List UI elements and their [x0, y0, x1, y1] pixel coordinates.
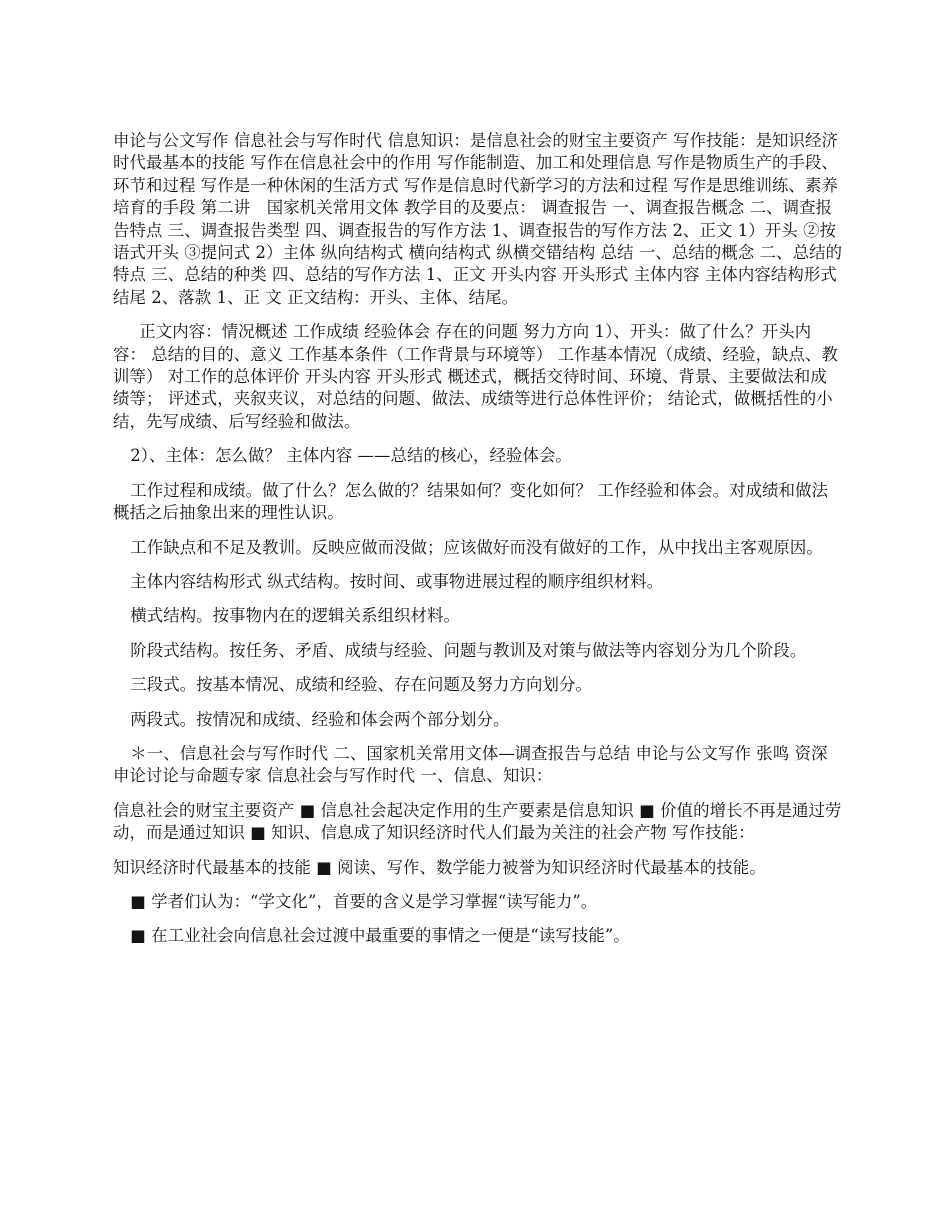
paragraph-scholars: ■ 学者们认为：“学文化”，首要的含义是学习掌握“读写能力”。: [130, 891, 598, 911]
paragraph-outline: ＊一、信息社会与写作时代 二、国家机关常用文体—调查报告与总结 申论与公文写作 张鸣 资深申论讨论与命题专家 信息社会与写作时代 一、信息、知识：: [113, 743, 828, 786]
paragraph-basic-skills: 知识经济时代最基本的技能 ■ 阅读、写作、数学能力被誉为知识经济时代最基本的技能。: [113, 857, 766, 877]
paragraph-horizontal-structure: 横式结构。按事物内在的逻辑关系组织材料。: [130, 606, 461, 626]
paragraph-body-content: 正文内容：情况概述 工作成绩 经验体会 存在的问题 努力方向 1）、开头：做了什么？开头内容： 总结的目的、意义 工作基本条件（工作背景与环境等） 工作基本情况（成绩、经验，缺点、教训等） 对工作的总体评价 开头内容 开头形式 概述式，概括交待时间、环境、背景、主要做法和成绩等； 评述式，夹叙夹议，对总结的问题、做法、成绩等进行总体性评价； 结论式，做概括性的小结，先写成绩、后写经验和做法。: [113, 322, 839, 431]
paragraph-main-body: 2）、主体：怎么做？ 主体内容 ——总结的核心，经验体会。: [130, 446, 572, 466]
paragraph-vertical-structure: 主体内容结构形式 纵式结构。按时间、或事物进展过程的顺序组织材料。: [130, 571, 664, 591]
paragraph-info-society: 信息社会的财宝主要资产 ■ 信息社会起决定作用的生产要素是信息知识 ■ 价值的增长不再是通过劳动，而是通过知识 ■ 知识、信息成了知识经济时代人们最为关注的社会产物 写作技能：: [113, 800, 842, 843]
paragraph-work-process: 工作过程和成绩。做了什么？怎么做的？结果如何？变化如何？ 工作经验和体会。对成绩和做法概括之后抽象出来的理性认识。: [113, 480, 829, 523]
paragraph-three-part: 三段式。按基本情况、成绩和经验、存在问题及努力方向划分。: [130, 675, 592, 695]
paragraph-stage-structure: 阶段式结构。按任务、矛盾、成绩与经验、问题与教训及对策与做法等内容划分为几个阶段。: [130, 640, 807, 660]
paragraph-shortcomings: 工作缺点和不足及教训。反映应做而没做；应该做好而没有做好的工作，从中找出主客观原因。: [130, 537, 823, 557]
paragraph-intro: 申论与公文写作 信息社会与写作时代 信息知识：是信息社会的财宝主要资产 写作技能：是知识经济时代最基本的技能 写作在信息社会中的作用 写作能制造、加工和处理信息 写作是物质生产的手段、环节和过程 写作是一种休闲的生活方式 写作是信息时代新学习的方法和过程 写作是思维训练、素养培育的手段 第二讲 国家机关常用文体 教学目的及要点： 调查报告 一、调查报告概念 二、调查报告特点 三、调查报告类型 四、调查报告的写作方法 1、调查报告的写作方法 2、正文 1）开头 ②按语式开头 ③提问式 2）主体 纵向结构式 横向结构式 纵横交错结构 总结 一、总结的概念 二、总结的特点 三、总结的种类 四、总结的写作方法 1、正文 开头内容 开头形式 主体内容 主体内容结构形式 结尾 2、落款 1、正 文 正文结构：开头、主体、结尾。: [113, 131, 843, 307]
paragraph-literacy: ■ 在工业社会向信息社会过渡中最重要的事情之一便是“读写技能”。: [130, 926, 630, 946]
document-body: [113, 130, 843, 960]
paragraph-two-part: 两段式。按情况和成绩、经验和体会两个部分划分。: [130, 709, 510, 729]
